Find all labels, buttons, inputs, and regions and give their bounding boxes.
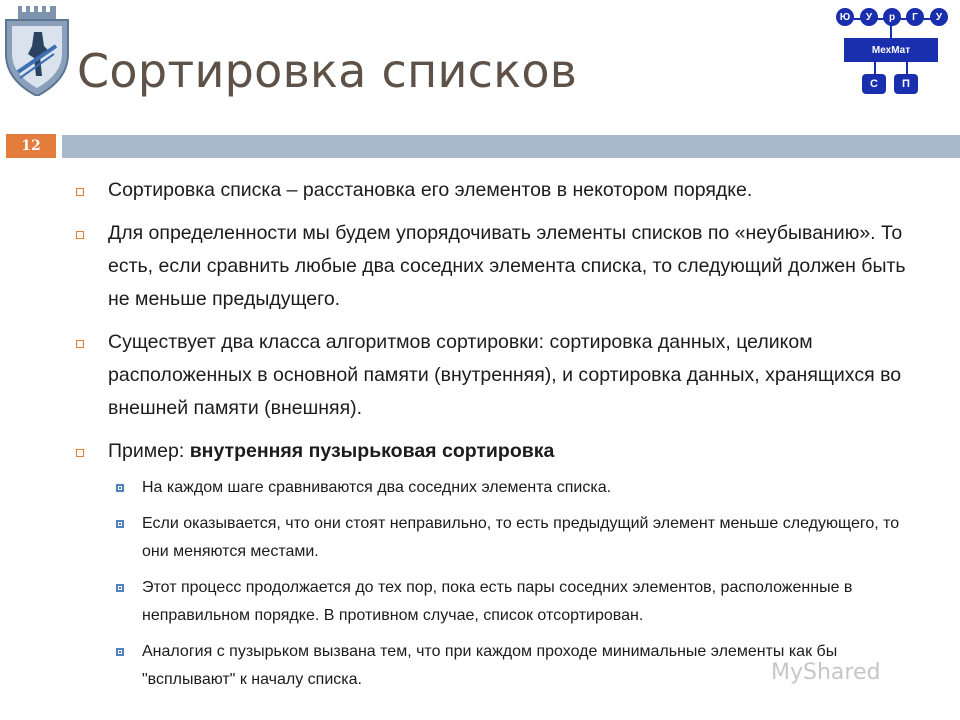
sub-bullet-text: Аналогия с пузырьком вызвана тем, что при каждом проходе минимальные элементы как бы "всплывают" к началу списка. <box>142 643 838 688</box>
bullet-text: Сортировка списка – расстановка его элементов в некотором порядке. <box>108 179 753 201</box>
square-bullet-icon <box>76 449 84 457</box>
bullet-item <box>76 326 918 425</box>
square-bullet-icon <box>76 188 84 196</box>
watermark-text: MyShared <box>771 660 881 685</box>
sub-bullet-text: На каждом шаге сравниваются два соседних элемента списка. <box>142 479 612 496</box>
sub-bullet-icon <box>116 484 124 492</box>
bullet-item <box>76 217 918 316</box>
sub-bullet-item <box>76 574 918 630</box>
bullet-text: Для определенности мы будем упорядочивать элементы списков по «неубыванию». То есть, если сравнить любые два соседних элемента списка, то следующий должен быть не меньше предыдущего. <box>108 222 906 310</box>
shield-emblem-icon <box>4 6 70 96</box>
bullet-item <box>76 174 918 207</box>
sub-bullet-icon <box>116 648 124 656</box>
sub-bullet-icon <box>116 584 124 592</box>
watermark <box>771 660 880 685</box>
diagram-letter-circle: р <box>883 8 901 26</box>
square-bullet-icon <box>76 340 84 348</box>
bullet-text: Существует два класса алгоритмов сортировки: сортировка данных, целиком расположенных в основной памяти (внутренняя), и сортировка данных, хранящихся во внешней памяти (внешняя). <box>108 331 902 419</box>
connector-line <box>906 62 908 74</box>
square-bullet-icon <box>76 231 84 239</box>
diagram-bottom-box: С <box>862 74 886 94</box>
diagram-letter-circle: Г <box>906 8 924 26</box>
sub-bullet-icon <box>116 520 124 528</box>
sub-bullet-item <box>76 474 918 502</box>
bullet-prefix: Пример: <box>108 440 190 462</box>
sub-bullet-text: Если оказывается, что они стоят неправильно, то есть предыдущий элемент меньше следующего, то они меняются местами. <box>142 515 900 560</box>
connector-line <box>874 62 876 74</box>
university-logo <box>4 6 70 96</box>
diagram-center-box: МехМат <box>844 38 938 62</box>
sub-bullet-text: Этот процесс продолжается до тех пор, пока есть пары соседних элементов, расположенные в неправильном порядке. В противном случае, список отсортирован. <box>142 579 853 624</box>
diagram-bottom-box: П <box>894 74 918 94</box>
diagram-letter-circle: Ю <box>836 8 854 26</box>
slide-content <box>76 174 918 702</box>
bullet-bold-text: внутренняя пузырьковая сортировка <box>189 440 555 462</box>
sub-bullet-item <box>76 510 918 566</box>
header-band <box>62 135 960 158</box>
diagram-letter-circle: У <box>860 8 878 26</box>
mechmat-diagram <box>828 4 954 100</box>
diagram-letter-circle: У <box>930 8 948 26</box>
bullet-item <box>76 435 918 468</box>
slide-number-bar <box>6 134 960 158</box>
page-title: Сортировка списков <box>77 44 578 98</box>
slide-number: 12 <box>6 134 56 158</box>
